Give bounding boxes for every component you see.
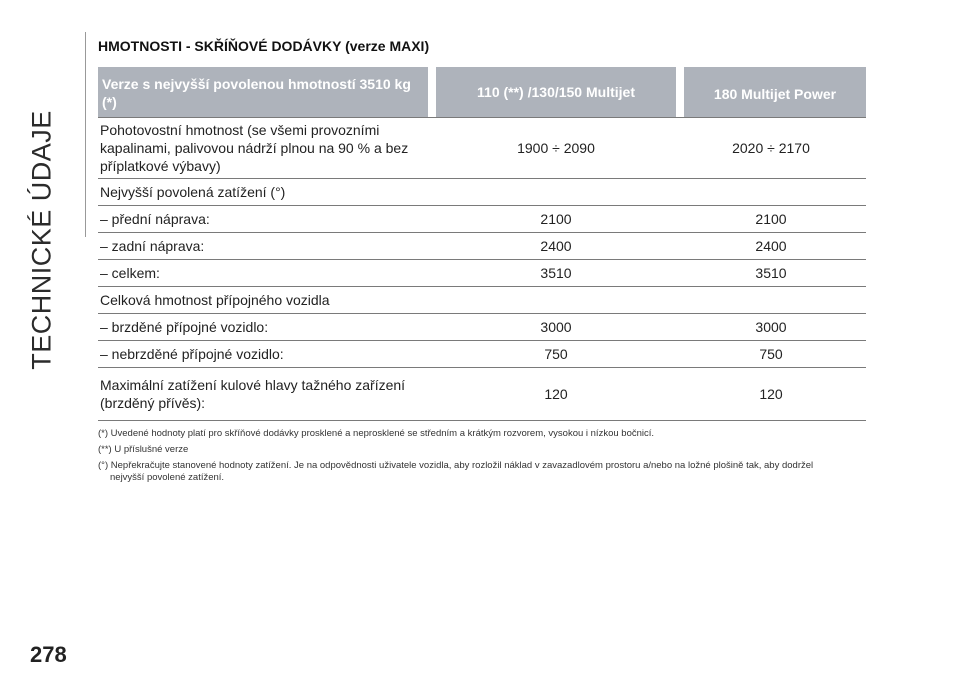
header-multijet-power: 180 Multijet Power — [684, 67, 866, 117]
footnote — [98, 460, 898, 484]
row-value-power: 750 — [759, 346, 783, 362]
row-label: – celkem: — [100, 265, 160, 281]
row-label: Maximální zatížení kulové hlavy tažného zařízení (brzděný přívěs): — [100, 377, 406, 411]
row-value-multijet: 3510 — [540, 265, 572, 281]
row-label: Nejvyšší povolená zatížení (°) — [100, 184, 286, 200]
row-value-multijet: 2100 — [540, 211, 572, 227]
table-row — [98, 341, 866, 368]
side-divider — [85, 32, 86, 237]
chapter-side-title: TECHNICKÉ ÚDAJE — [26, 110, 57, 370]
row-value-power: 3510 — [755, 265, 787, 281]
row-value-power: 2100 — [755, 211, 787, 227]
table-row — [98, 287, 866, 314]
footnotes — [98, 428, 898, 488]
table-row — [98, 368, 866, 421]
row-label: – nebrzděné přípojné vozidlo: — [100, 346, 284, 362]
row-value-multijet: 3000 — [540, 319, 572, 335]
table-row — [98, 233, 866, 260]
row-value-multijet: 1900 ÷ 2090 — [517, 140, 595, 156]
header-version: Verze s nejvyšší povolenou hmotností 3510 kg (*) — [98, 67, 428, 117]
weights-table — [98, 67, 866, 421]
page-number: 278 — [30, 642, 67, 667]
footnote: (**) U příslušné verze — [98, 444, 189, 455]
row-label: – brzděné přípojné vozidlo: — [100, 319, 269, 335]
row-value-power: 2400 — [755, 238, 787, 254]
section-title: HMOTNOSTI - SKŘÍŇOVÉ DODÁVKY (verze MAXI) — [98, 38, 430, 54]
row-label: – zadní náprava: — [100, 238, 205, 254]
row-value-power: 120 — [759, 386, 783, 402]
row-value-multijet: 750 — [544, 346, 568, 362]
table-row — [98, 179, 866, 206]
table-row — [98, 206, 866, 233]
row-value-power: 3000 — [755, 319, 787, 335]
footnote: (*) Uvedené hodnoty platí pro skříňové dodávky prosklené a neprosklené se středním a krátkým rozvorem, vysokou i nízkou bočnicí. — [98, 428, 655, 439]
row-label: – přední náprava: — [100, 211, 210, 227]
row-label: Pohotovostní hmotnost (se všemi provozními kapalinami, palivovou nádrží plnou na 90 % a bez příplatkové výbavy) — [100, 122, 409, 174]
header-multijet: 110 (**) /130/150 Multijet — [436, 67, 676, 117]
row-value-multijet: 120 — [544, 386, 568, 402]
table-row — [98, 314, 866, 341]
footnote-text: (°) Nepřekračujte stanovené hodnoty zatížení. Je na odpovědnosti uživatele vozidla, aby rozložil náklad v zavazadlovém prostoru a/nebo na ložné plošině tak, aby dodržel — [98, 460, 814, 471]
row-value-multijet: 2400 — [540, 238, 572, 254]
footnote-continuation: nejvyšší povolené zatížení. — [110, 472, 225, 483]
row-label: Celková hmotnost přípojného vozidla — [100, 292, 330, 308]
table-header — [98, 67, 866, 117]
table-row — [98, 260, 866, 287]
row-value-power: 2020 ÷ 2170 — [732, 140, 810, 156]
table-row — [98, 117, 866, 179]
